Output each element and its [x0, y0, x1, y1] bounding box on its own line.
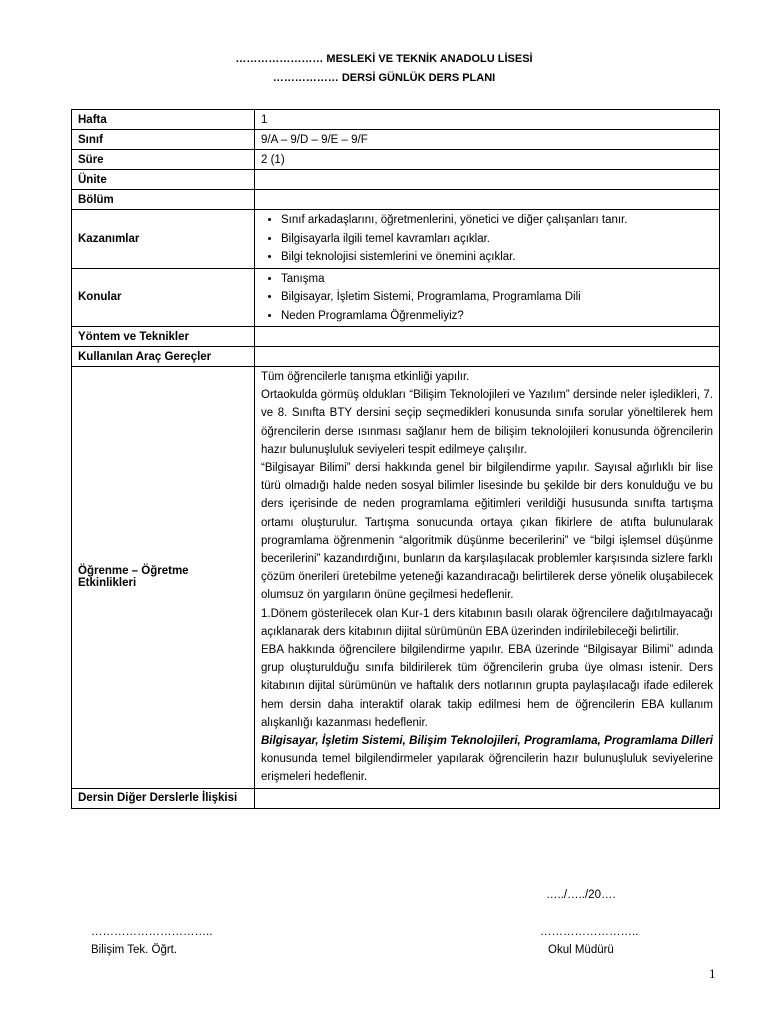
lesson-plan-table	[71, 109, 720, 809]
label-arac: Kullanılan Araç Gereçler	[72, 347, 255, 367]
label-bolum: Bölüm	[72, 190, 255, 210]
value-hafta: 1	[255, 110, 720, 130]
row-bolum	[72, 190, 720, 210]
kazanim-item: • Bilgi teknolojisi sistemlerini ve önemini açıklar.	[281, 248, 713, 267]
date-field: …../…../20….	[546, 889, 616, 901]
etkinlik-paragraph: EBA hakkında öğrencilere bilgilendirme yapılır. EBA üzerinde “Bilgisayar Bilimi” adında grup oluşturulduğu sınıfa bildirilerek tüm öğrencilerin gruba üye olması istenir. Ders kitabının dijital sürümünün ve haftalık ders notlarının grupta paylaşılacağı ifade edilerek hem dersin daha interaktif olarak takip edilmesi hem de öğrencilerin EBA kullanım alışkanlığı kazanması hedeflenir.	[261, 644, 713, 729]
value-yontem	[255, 327, 720, 347]
etkinlik-paragraph-rest: konusunda temel bilgilendirmeler yapılarak öğrencilerin hazır bulunuşluluk seviyelerine erişmeleri hedeflenir.	[261, 753, 713, 784]
konu-item: • Neden Programlama Öğrenmeliyiz?	[281, 307, 713, 326]
value-sinif: 9/A – 9/D – 9/E – 9/F	[255, 130, 720, 150]
value-arac	[255, 347, 720, 367]
value-iliski	[255, 788, 720, 808]
value-etkinlik	[255, 367, 720, 789]
value-bolum	[255, 190, 720, 210]
label-unite: Ünite	[72, 170, 255, 190]
etkinlik-paragraph: Tüm öğrencilerle tanışma etkinliği yapılır.	[261, 371, 470, 383]
label-etkinlik	[72, 367, 255, 789]
label-sinif: Sınıf	[72, 130, 255, 150]
etkinlik-paragraph	[261, 732, 713, 787]
row-kazanimlar	[72, 210, 720, 269]
konu-item: • Bilgisayar, İşletim Sistemi, Programlama, Programlama Dili	[281, 288, 713, 307]
kazanim-item: • Bilgisayarla ilgili temel kavramları açıklar.	[281, 230, 713, 249]
etkinlik-paragraph: 1.Dönem gösterilecek olan Kur-1 ders kitabının basılı olarak öğrencilere dağıtılmayacağı açıklanarak ders kitabının dijital sürümünün EBA üzerinden indirilebileceği belirtilir.	[261, 607, 713, 638]
konu-item: • Tanışma	[281, 270, 713, 289]
label-yontem: Yöntem ve Teknikler	[72, 327, 255, 347]
principal-title: Okul Müdürü	[548, 944, 614, 956]
etkinlik-paragraph: “Bilgisayar Bilimi” dersi hakkında genel bir bilgilendirme yapılır. Sayısal ağırlıklı bir lise türü olmadığı halde neden sosyal bilimler lisesinde bu şekilde bir ders konulduğu ve bu ders içerisinde de neden programlama eğitimleri verildiği hususunda sınıfta tartışma ortamı oluşturulur. Tartışma sonucunda ortaya çıkan fikirlere de atıfta bulunularak programlama öğrenmenin “algoritmik düşünme becerilerini” ve “bilgi işlemsel düşünme becerilerini” kazandırdığını, bunların da karşılaşılacak problemler karşısında sizlere farklı çözüm önerileri üretebilme yeteneği kazandıracağı belirtilerek derse yönelik oluşabilecek olumsuz ön yargıların önüne geçilmesi hedeflenir.	[261, 462, 713, 602]
label-etkinlik-line1: Öğrenme – Öğretme	[78, 565, 189, 578]
row-arac	[72, 347, 720, 367]
row-sinif	[72, 130, 720, 150]
row-sure	[72, 150, 720, 170]
konu-list	[261, 270, 713, 326]
school-title: …………………… MESLEKİ VE TEKNİK ANADOLU LİSESİ	[235, 53, 533, 65]
row-iliski	[72, 788, 720, 808]
value-konular	[255, 268, 720, 327]
etkinlik-bold-topics: Bilgisayar, İşletim Sistemi, Bilişim Teknolojileri, Programlama, Programlama Dilleri	[261, 735, 713, 748]
row-unite	[72, 170, 720, 190]
label-sure: Süre	[72, 150, 255, 170]
value-kazanimlar	[255, 210, 720, 269]
teacher-title: Bilişim Tek. Öğrt.	[91, 944, 178, 956]
etkinlik-paragraph: Ortaokulda görmüş oldukları “Bilişim Teknolojileri ve Yazılım” dersinde neler işledikleri, 7. ve 8. Sınıfta BTY dersini seçip seçmedikleri konusunda sınıfa sorular yöneltilerek hem öğrencilerin derse ısınması sağlanır hem de bilişim teknolojileri konusunda öğrencilerin hazır bulunuşluluk seviyeleri tespit edilmeye çalışılır.	[261, 389, 713, 456]
row-konular	[72, 268, 720, 327]
value-sure: 2 (1)	[255, 150, 720, 170]
label-kazanimlar: Kazanımlar	[72, 210, 255, 269]
row-hafta	[72, 110, 720, 130]
label-konular: Konular	[72, 268, 255, 327]
label-iliski: Dersin Diğer Derslerle İlişkisi	[72, 788, 255, 808]
kazanim-list	[261, 211, 713, 267]
principal-signature-dots: ……………………..	[540, 926, 639, 938]
row-etkinlik	[72, 367, 720, 789]
page-number: 1	[709, 966, 716, 981]
value-unite	[255, 170, 720, 190]
row-yontem	[72, 327, 720, 347]
label-etkinlik-line2: Etkinlikleri	[78, 577, 137, 590]
kazanim-item: • Sınıf arkadaşlarını, öğretmenlerini, yönetici ve diğer çalışanları tanır.	[281, 211, 713, 230]
plan-title: ……………… DERSİ GÜNLÜK DERS PLANI	[272, 72, 496, 84]
label-hafta: Hafta	[72, 110, 255, 130]
teacher-signature-dots: …………………………..	[91, 926, 213, 938]
